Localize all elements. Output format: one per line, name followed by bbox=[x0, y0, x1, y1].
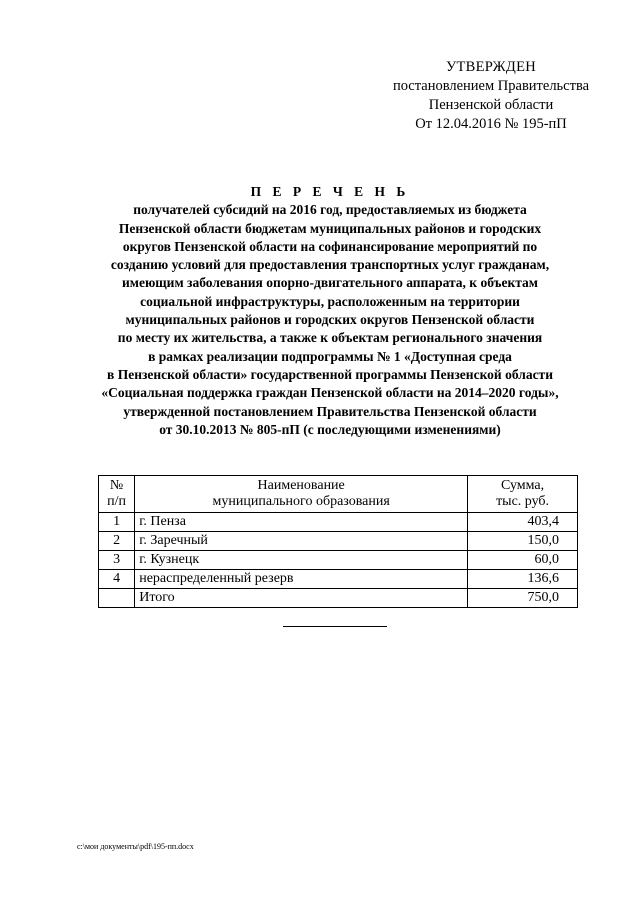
row-sum: 136,6 bbox=[468, 570, 578, 589]
title-line: муниципальных районов и городских округов Пензенской области bbox=[125, 312, 535, 328]
header-num-line1: № bbox=[109, 478, 124, 493]
total-num bbox=[99, 589, 135, 608]
title-line: Пензенской области бюджетам муниципальных районов и городских bbox=[118, 220, 542, 236]
title-line: от 30.10.2013 № 805-пП (с последующими изменениями) bbox=[159, 421, 501, 437]
document-title bbox=[60, 183, 600, 439]
file-path-footer: c:\мои документы\pdf\195-пп.docx bbox=[77, 842, 194, 851]
title-line: округов Пензенской области на софинансирование мероприятий по bbox=[122, 238, 538, 254]
title-line: имеющим заболевания опорно-двигательного аппарата, к объектам bbox=[122, 275, 538, 291]
header-sum-line2: тыс. руб. bbox=[496, 494, 550, 509]
title-line: в Пензенской области» государственной программы Пензенской области bbox=[107, 366, 553, 382]
title-line: социальной инфраструктуры, расположенным на территории bbox=[140, 293, 520, 309]
title-line: созданию условий для предоставления транспортных услуг гражданам, bbox=[110, 257, 550, 273]
title-line: в рамках реализации подпрограммы № 1 «Доступная среда bbox=[148, 348, 512, 364]
title-line: по месту их жительства, а также к объектам регионального значения bbox=[117, 330, 543, 346]
row-num: 3 bbox=[99, 551, 135, 570]
approved-label: УТВЕРЖДЕН bbox=[445, 59, 537, 75]
subsidy-table bbox=[98, 475, 578, 608]
title-heading: П Е Р Е Ч Е Н Ь bbox=[250, 184, 410, 199]
header-name bbox=[135, 476, 468, 513]
end-divider bbox=[283, 626, 387, 627]
table-header-row bbox=[99, 476, 578, 513]
header-name-line1: Наименование bbox=[257, 478, 345, 493]
header-name-line2: муниципального образования bbox=[212, 494, 390, 509]
row-num: 4 bbox=[99, 570, 135, 589]
title-line: утвержденной постановлением Правительства Пензенской области bbox=[123, 403, 537, 419]
row-sum: 60,0 bbox=[468, 551, 578, 570]
approval-stamp bbox=[366, 58, 616, 134]
header-sum bbox=[468, 476, 578, 513]
row-sum: 403,4 bbox=[468, 513, 578, 532]
row-name: г. Кузнецк bbox=[135, 551, 468, 570]
header-num-line2: п/п bbox=[107, 494, 127, 509]
header-num bbox=[99, 476, 135, 513]
header-sum-line1: Сумма, bbox=[500, 478, 545, 493]
table-row bbox=[99, 513, 578, 532]
table-row bbox=[99, 532, 578, 551]
total-label: Итого bbox=[135, 589, 468, 608]
approved-by: постановлением Правительства bbox=[392, 78, 590, 94]
table-row bbox=[99, 570, 578, 589]
title-line: получателей субсидий на 2016 год, предоставляемых из бюджета bbox=[133, 202, 527, 218]
row-name: г. Пенза bbox=[135, 513, 468, 532]
approved-region: Пензенской области bbox=[428, 97, 554, 113]
title-line: «Социальная поддержка граждан Пензенской области на 2014–2020 годы», bbox=[101, 385, 559, 401]
row-sum: 150,0 bbox=[468, 532, 578, 551]
table-row bbox=[99, 551, 578, 570]
row-name: нераспределенный резерв bbox=[135, 570, 468, 589]
row-num: 1 bbox=[99, 513, 135, 532]
table-total-row bbox=[99, 589, 578, 608]
total-sum: 750,0 bbox=[468, 589, 578, 608]
row-num: 2 bbox=[99, 532, 135, 551]
approved-date-number: От 12.04.2016 № 195-пП bbox=[415, 116, 567, 132]
row-name: г. Заречный bbox=[135, 532, 468, 551]
